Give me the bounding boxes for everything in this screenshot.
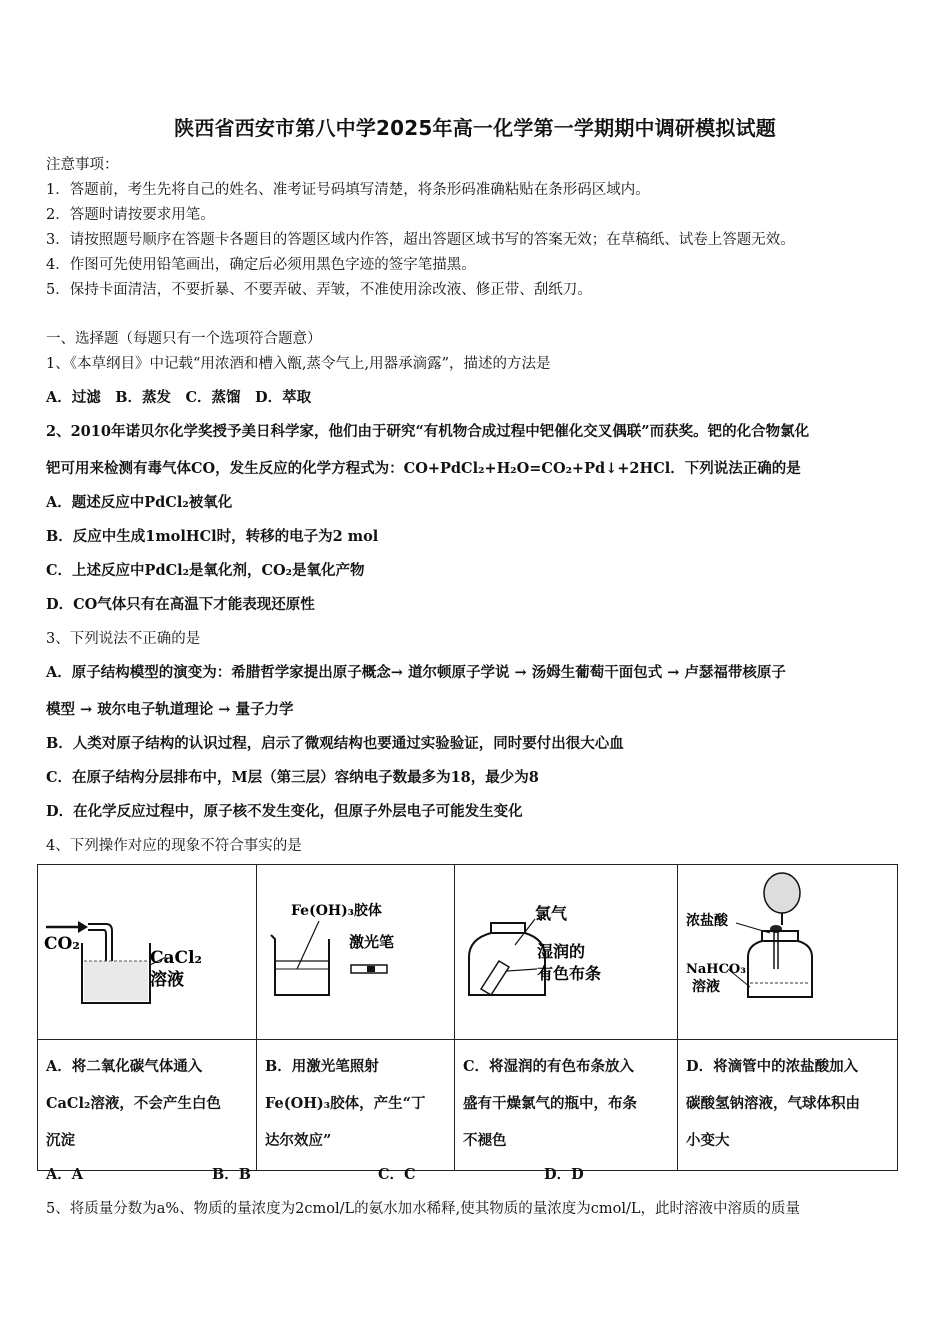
notice-item-2: 2．答题时请按要求用笔。 — [46, 207, 215, 223]
figure-c-cloth-label-2: 有色布条 — [537, 964, 602, 983]
cell-a-line-1: A．将二氧化碳气体通入 — [46, 1058, 203, 1075]
figure-a-cell — [38, 865, 257, 1040]
cell-c-text — [455, 1040, 678, 1171]
figure-a-co2-cacl2 — [38, 865, 257, 1035]
notice-item-5: 5．保持卡面清洁，不要折暴、不要弄破、弄皱，不准使用涂改液、修正带、刮纸刀。 — [46, 282, 592, 298]
figure-d-solution-label-2: 溶液 — [692, 979, 720, 995]
cell-d-line-3: 小变大 — [686, 1132, 730, 1149]
q3-option-d: D．在化学反应过程中，原子核不发生变化，但原子外层电子可能发生变化 — [46, 803, 523, 820]
q4-answer-options — [46, 1163, 644, 1184]
cell-d-line-1: D．将滴管中的浓盐酸加入 — [686, 1058, 859, 1075]
q5-stem: 5、将质量分数为a%、物质的量浓度为2cmol/L的氨水加水稀释,使其物质的量浓度为cmol/L，此时溶液中溶质的质量 — [46, 1201, 800, 1217]
cell-a-line-3: 沉淀 — [46, 1132, 75, 1149]
section-heading: 一、选择题（每题只有一个选项符合题意） — [46, 331, 322, 347]
cell-b-line-2: Fe(OH)₃胶体，产生“丁 — [265, 1095, 426, 1112]
figure-c-cell — [455, 865, 678, 1040]
figure-b-laser-label: 激光笔 — [349, 933, 395, 951]
figure-c-cloth-label-1: 湿润的 — [537, 942, 586, 961]
figure-b-cell — [257, 865, 455, 1040]
figure-c-gas-label: 氯气 — [535, 904, 568, 923]
figure-a-solution-label-1: CaCl₂ — [150, 948, 202, 968]
q2-stem-line2: 钯可用来检测有毒气体CO，发生反应的化学方程式为：CO+PdCl₂+H₂O=CO₂+Pd↓+2HCl．下列说法正确的是 — [46, 460, 801, 477]
q1-stem: 1、《本草纲目》中记载“用浓酒和槽入甑,蒸令气上,用器承滴露”，描述的方法是 — [46, 356, 551, 372]
q4-answer-d: D．D — [544, 1166, 584, 1183]
q2-option-b: B．反应中生成1molHCl时，转移的电子为2 mol — [46, 528, 379, 545]
figure-d-balloon-bottle — [678, 865, 898, 1035]
q4-stem: 4、下列操作对应的现象不符合事实的是 — [46, 838, 302, 854]
cell-b-line-1: B．用激光笔照射 — [265, 1058, 379, 1075]
cell-d-line-2: 碳酸氢钠溶液，气球体积由 — [686, 1095, 860, 1112]
q4-answer-c: C．C — [378, 1166, 416, 1183]
cell-c-line-2: 盛有干燥氯气的瓶中，布条 — [463, 1095, 637, 1112]
figure-b-tyndall — [257, 865, 455, 1035]
figure-d-solution-label-1: NaHCO₃ — [686, 962, 746, 977]
q4-answer-a: A．A — [46, 1166, 84, 1183]
q2-option-a: A．题述反应中PdCl₂被氧化 — [46, 494, 233, 511]
notice-item-1: 1．答题前，考生先将自己的姓名、准考证号码填写清楚，将条形码准确粘贴在条形码区域内。 — [46, 182, 650, 198]
notice-item-4: 4．作图可先使用铅笔画出，确定后必须用黑色字迹的签字笔描黑。 — [46, 257, 476, 273]
q4-experiment-table — [37, 864, 898, 1171]
cell-a-text — [38, 1040, 257, 1171]
cell-c-line-3: 不褪色 — [463, 1132, 507, 1149]
q2-option-c: C．上述反应中PdCl₂是氧化剂，CO₂是氧化产物 — [46, 562, 365, 579]
cell-c-line-1: C．将湿润的有色布条放入 — [463, 1058, 635, 1075]
figure-a-gas-label: CO₂ — [44, 934, 80, 954]
notice-heading: 注意事项： — [46, 157, 119, 173]
q3-option-b: B．人类对原子结构的认识过程，启示了微观结构也要通过实验验证，同时要付出很大心血 — [46, 735, 624, 752]
q1-options: A．过滤 B．蒸发 C．蒸馏 D．萃取 — [46, 389, 312, 406]
figure-c-chlorine-bottle — [455, 865, 678, 1035]
cell-b-line-3: 达尔效应” — [265, 1132, 332, 1149]
q2-stem-line1: 2、2010年诺贝尔化学奖授予美日科学家，他们由于研究“有机物合成过程中钯催化交叉偶联”而获奖。钯的化合物氯化 — [46, 423, 810, 440]
figure-d-cell — [678, 865, 898, 1040]
page-title: 陕西省西安市第八中学2025年高一化学第一学期期中调研模拟试题 — [174, 116, 776, 140]
cell-a-line-2: CaCl₂溶液，不会产生白色 — [46, 1095, 221, 1112]
q2-option-d: D．CO气体只有在高温下才能表现还原性 — [46, 596, 315, 613]
q3-stem: 3、下列说法不正确的是 — [46, 631, 201, 647]
cell-d-text — [678, 1040, 898, 1171]
cell-b-text — [257, 1040, 455, 1171]
figure-b-colloid-label: Fe(OH)₃胶体 — [291, 903, 382, 919]
figure-d-acid-label: 浓盐酸 — [686, 913, 728, 929]
figure-a-solution-label-2: 溶液 — [150, 970, 184, 990]
q3-option-c: C．在原子结构分层排布中，M层（第三层）容纳电子数最多为18，最少为8 — [46, 769, 539, 786]
q3-option-a-line2: 模型 → 玻尔电子轨道理论 → 量子力学 — [46, 701, 294, 718]
q3-option-a-line1: A．原子结构模型的演变为：希腊哲学家提出原子概念→ 道尔顿原子学说 → 汤姆生葡萄干面包式 → 卢瑟福带核原子 — [46, 664, 786, 681]
q4-answer-b: B．B — [212, 1166, 252, 1183]
notice-item-3: 3．请按照题号顺序在答题卡各题目的答题区域内作答，超出答题区域书写的答案无效；在草稿纸、试卷上答题无效。 — [46, 232, 795, 248]
